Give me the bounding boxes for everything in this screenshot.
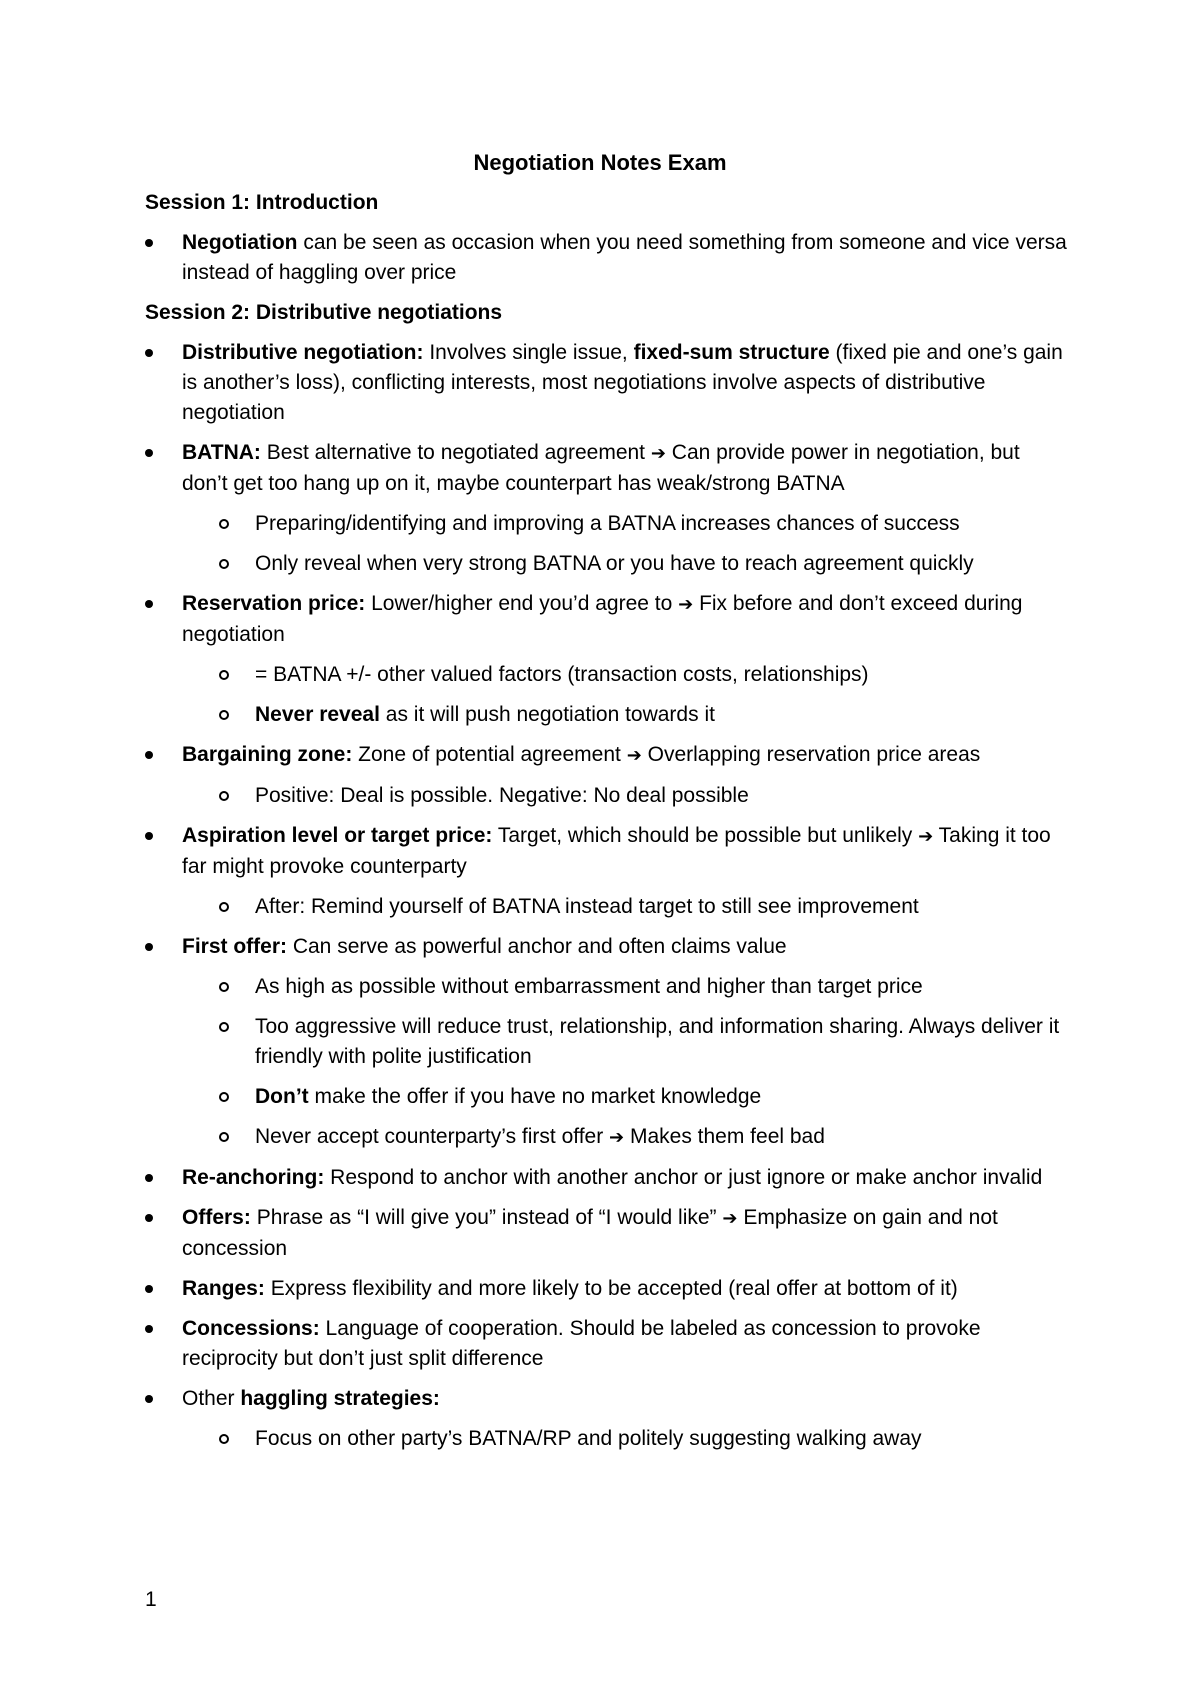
document-body — [145, 188, 1070, 1464]
arrow-right-icon: ➔ — [650, 443, 666, 464]
term-batna: BATNA: — [182, 441, 261, 464]
bullet-icon — [145, 751, 153, 759]
text-segment: Overlapping reservation price areas — [641, 743, 981, 766]
list-item-other-haggling — [145, 1384, 1070, 1454]
list-item-re-anchoring — [145, 1163, 1070, 1193]
list-item-reservation-price — [145, 589, 1070, 730]
circle-bullet-icon — [219, 519, 229, 529]
text-segment: (fixed pie and one’s gain is another’s loss), conflicting interests, most negotiations involve aspects of distributive negotiation — [182, 341, 1063, 424]
bullet-icon — [145, 239, 153, 247]
circle-bullet-icon — [219, 1022, 229, 1032]
term-offers: Offers: — [182, 1206, 251, 1229]
arrow-right-icon: ➔ — [609, 1127, 625, 1148]
sub-item-text: Never accept counterparty’s first offer — [255, 1125, 610, 1148]
sub-item — [182, 972, 1070, 1002]
text-segment: Can serve as powerful anchor and often claims value — [287, 935, 787, 958]
circle-bullet-icon — [219, 1092, 229, 1102]
session-1-list — [145, 228, 1070, 288]
text-segment: Other — [182, 1387, 241, 1410]
sub-item-text: As high as possible without embarrassment and higher than target price — [255, 975, 923, 998]
text-segment: Lower/higher end you’d agree to — [365, 592, 679, 615]
term-fixed-sum: fixed-sum structure — [633, 341, 830, 364]
term-never-reveal: Never reveal — [255, 703, 380, 726]
text-segment: Involves single issue, — [423, 341, 634, 364]
bullet-icon — [145, 1214, 153, 1222]
sub-item-text: as it will push negotiation towards it — [379, 703, 715, 726]
term-concessions: Concessions: — [182, 1317, 320, 1340]
text-segment: Zone of potential agreement — [352, 743, 627, 766]
list-item-batna — [145, 438, 1070, 579]
arrow-right-icon: ➔ — [722, 1208, 738, 1229]
bargaining-sublist — [182, 781, 1070, 811]
bullet-icon — [145, 449, 153, 457]
sub-item — [182, 509, 1070, 539]
definition-negotiation: can be seen as occasion when you need something from someone and vice versa instead of haggling over price — [182, 231, 1067, 284]
circle-bullet-icon — [219, 1132, 229, 1142]
arrow-right-icon: ➔ — [626, 745, 642, 766]
arrow-right-icon: ➔ — [678, 594, 694, 615]
sub-item — [182, 781, 1070, 811]
list-item-distributive — [145, 338, 1070, 428]
term-bargaining-zone: Bargaining zone: — [182, 743, 353, 766]
batna-sublist — [182, 509, 1070, 579]
session-2-heading: Session 2: Distributive negotiations — [145, 301, 503, 324]
sub-item — [182, 1082, 1070, 1112]
sub-item — [182, 660, 1070, 690]
text-segment: Language of cooperation. Should be labeled as concession to provoke reciprocity but don’t just split difference — [182, 1317, 981, 1370]
term-re-anchoring: Re-anchoring: — [182, 1166, 325, 1189]
sub-item-text: Focus on other party’s BATNA/RP and politely suggesting walking away — [255, 1427, 922, 1450]
haggling-sublist — [182, 1424, 1070, 1454]
text-segment: Respond to anchor with another anchor or just ignore or make anchor invalid — [324, 1166, 1043, 1189]
term-distributive: Distributive negotiation: — [182, 341, 424, 364]
sub-item-text: Preparing/identifying and improving a BATNA increases chances of success — [255, 512, 960, 535]
sub-item-text: = BATNA +/- other valued factors (transaction costs, relationships) — [255, 663, 869, 686]
text-segment: Fix before and don’t exceed during negotiation — [182, 592, 1023, 646]
sub-item-text: Positive: Deal is possible. Negative: No deal possible — [255, 784, 749, 807]
circle-bullet-icon — [219, 902, 229, 912]
reservation-sublist — [182, 660, 1070, 730]
text-segment: Can provide power in negotiation, but don’t get too hang up on it, maybe counterpart has weak/strong BATNA — [182, 441, 1020, 495]
list-item-concessions — [145, 1314, 1070, 1374]
list-item-bargaining-zone — [145, 740, 1070, 811]
bullet-icon — [145, 1395, 153, 1403]
list-item-first-offer — [145, 932, 1070, 1153]
text-segment: Target, which should be possible but unlikely — [492, 824, 919, 847]
sub-item — [182, 1012, 1070, 1072]
bullet-icon — [145, 1285, 153, 1293]
session-2-list — [145, 338, 1070, 1454]
circle-bullet-icon — [219, 710, 229, 720]
circle-bullet-icon — [219, 1434, 229, 1444]
list-item-ranges — [145, 1274, 1070, 1304]
text-segment: Phrase as “I will give you” instead of “I would like” — [250, 1206, 723, 1229]
first-offer-sublist — [182, 972, 1070, 1153]
text-segment: Best alternative to negotiated agreement — [260, 441, 651, 464]
sub-item — [182, 1424, 1070, 1454]
sub-item-text: Too aggressive will reduce trust, relationship, and information sharing. Always deliver it friendly with polite justification — [255, 1015, 1060, 1068]
term-negotiation: Negotiation — [182, 231, 298, 254]
arrow-right-icon: ➔ — [918, 826, 934, 847]
sub-item — [182, 700, 1070, 730]
term-aspiration-level: Aspiration level or target price: — [182, 824, 493, 847]
term-ranges: Ranges: — [182, 1277, 265, 1300]
document-title: Negotiation Notes Exam — [473, 150, 727, 175]
term-haggling-strategies: haggling strategies: — [240, 1387, 440, 1410]
circle-bullet-icon — [219, 559, 229, 569]
sub-item-text: After: Remind yourself of BATNA instead target to still see improvement — [255, 895, 919, 918]
circle-bullet-icon — [219, 670, 229, 680]
sub-item-text: Makes them feel bad — [624, 1125, 825, 1148]
bullet-icon — [145, 600, 153, 608]
text-segment: Taking it too far might provoke counterparty — [182, 824, 1051, 878]
sub-item-text: make the offer if you have no market knowledge — [308, 1085, 762, 1108]
bullet-icon — [145, 943, 153, 951]
bullet-icon — [145, 832, 153, 840]
list-item-aspiration-level — [145, 821, 1070, 922]
page-number: 1 — [145, 1588, 157, 1611]
text-segment: Express flexibility and more likely to be accepted (real offer at bottom of it) — [264, 1277, 958, 1300]
term-first-offer: First offer: — [182, 935, 287, 958]
sub-item — [182, 1122, 1070, 1153]
bullet-icon — [145, 349, 153, 357]
sub-item — [182, 892, 1070, 922]
circle-bullet-icon — [219, 791, 229, 801]
bullet-icon — [145, 1325, 153, 1333]
term-reservation-price: Reservation price: — [182, 592, 366, 615]
session-1-heading: Session 1: Introduction — [145, 191, 379, 214]
bullet-icon — [145, 1174, 153, 1182]
circle-bullet-icon — [219, 982, 229, 992]
aspiration-sublist — [182, 892, 1070, 922]
text-segment: Emphasize on gain and not concession — [182, 1206, 998, 1260]
term-dont: Don’t — [255, 1085, 309, 1108]
list-item-offers — [145, 1203, 1070, 1264]
sub-item-text: Only reveal when very strong BATNA or you have to reach agreement quickly — [255, 552, 974, 575]
list-item-negotiation — [145, 228, 1070, 288]
sub-item — [182, 549, 1070, 579]
